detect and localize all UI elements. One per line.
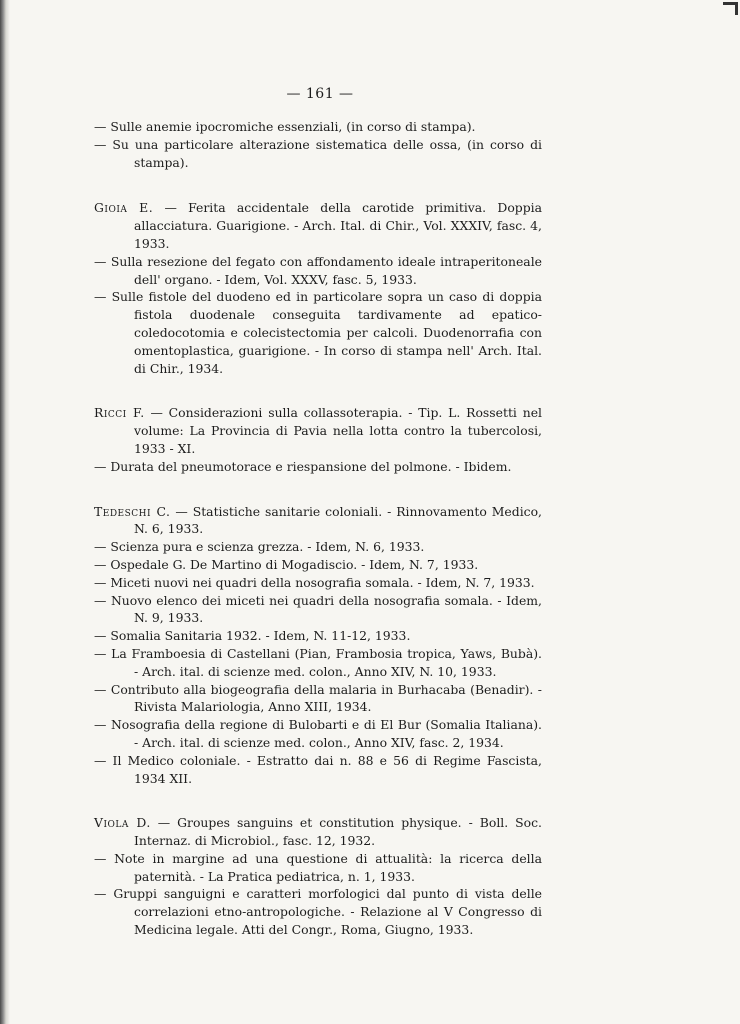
bibliography-entry: — Gruppi sanguigni e caratteri morfologici dal punto di vista delle correlazioni etno-antropologiche. - Relazione al V Congresso di Medicina legale. Atti del Congr., Roma, Giugno, 1933.	[94, 886, 542, 938]
author-entry	[94, 199, 542, 252]
page-number: — 161 —	[286, 86, 354, 102]
bibliography-entry: — Groupes sanguins et constitution physique. - Boll. Soc. Internaz. di Microbiol., fasc. 12, 1932.	[134, 815, 542, 849]
bibliography-entry: — Scienza pura e scienza grezza. - Idem, N. 6, 1933.	[94, 539, 425, 555]
binding-edge	[0, 0, 10, 1024]
bibliography-entry: — Nosografia della regione di Bulobarti e di El Bur (Somalia Italiana). - Arch. ital. di scienze med. colon., Anno XIV, fasc. 2, 1934.	[94, 717, 542, 750]
bibliography-entry: — Contributo alla biogeografia della malaria in Burhacaba (Benadir). - Rivista Malariologia, Anno XIII, 1934.	[94, 681, 542, 715]
bibliography-entry: — Nuovo elenco dei miceti nei quadri della nosografia somala. - Idem, N. 9, 1933.	[94, 592, 542, 626]
author-entry	[94, 814, 542, 850]
author-name: Gioia E.	[94, 200, 154, 216]
bibliography-entry: — Durata del pneumotorace e riespansione del polmone. - Ibidem.	[94, 458, 512, 474]
author-entry	[94, 503, 542, 539]
bibliography-entry: — Su una particolare alterazione sistematica delle ossa, (in corso di stampa).	[94, 136, 542, 170]
bibliography-entry: — Ferita accidentale della carotide primitiva. Doppia allacciatura. Guarigione. - Arch. Ital. di Chir., Vol. XXXIV, fasc. 4, 1933.	[134, 200, 543, 251]
section-spacer	[94, 476, 542, 503]
bibliography-entry: — Note in margine ad una questione di attualità: la ricerca della paternità. - La Pratica pediatrica, n. 1, 1933.	[94, 850, 542, 884]
bibliography-entry: — Considerazioni sulla collassoterapia. - Tip. L. Rossetti nel volume: La Provincia di Pavia nella lotta contro la tubercolosi, 1933 - XI.	[134, 405, 542, 456]
bibliography-entry: — Miceti nuovi nei quadri della nosografia somala. - Idem, N. 7, 1933.	[94, 574, 535, 590]
author-name: Viola D.	[94, 815, 151, 831]
section-spacer	[94, 377, 542, 404]
author-name: Ricci F.	[94, 405, 145, 421]
section-spacer	[94, 171, 542, 199]
bibliography-entry: — Statistiche sanitarie coloniali. - Rinnovamento Medico, N. 6, 1933.	[134, 503, 542, 537]
bibliography-entry: — Sulle anemie ipocromiche essenziali, (in corso di stampa).	[94, 119, 476, 134]
bibliography-entry: — Somalia Sanitaria 1932. - Idem, N. 11-12, 1933.	[94, 628, 411, 644]
bibliography-entry: — Sulle fistole del duodeno ed in particolare sopra un caso di doppia fistola duodenale conseguita tardivamente ad epatico-coledocotomia e colecistectomia per calcoli. Duodenorrafia con omentoplastica, guarigione. - In corso di stampa nell' Arch. Ital. di Chir., 1934.	[94, 289, 542, 376]
bibliography-entry: — Il Medico coloniale. - Estratto dai n. 88 e 56 di Regime Fascista, 1934 XII.	[94, 752, 542, 786]
bibliography	[94, 118, 542, 939]
section-spacer	[94, 787, 542, 814]
bibliography-entry: — Sulla resezione del fegato con affondamento ideale intraperitoneale dell' organo. - Idem, Vol. XXXV, fasc. 5, 1933.	[94, 253, 542, 287]
author-entry	[94, 404, 542, 457]
bibliography-entry: — Ospedale G. De Martino di Mogadiscio. - Idem, N. 7, 1933.	[94, 556, 479, 572]
bibliography-entry: — La Framboesia di Castellani (Pian, Frambosia tropica, Yaws, Bubà). - Arch. ital. di scienze med. colon., Anno XIV, N. 10, 1933.	[94, 645, 542, 679]
author-name: Tedeschi C.	[94, 503, 171, 519]
corner-mark	[723, 2, 738, 15]
